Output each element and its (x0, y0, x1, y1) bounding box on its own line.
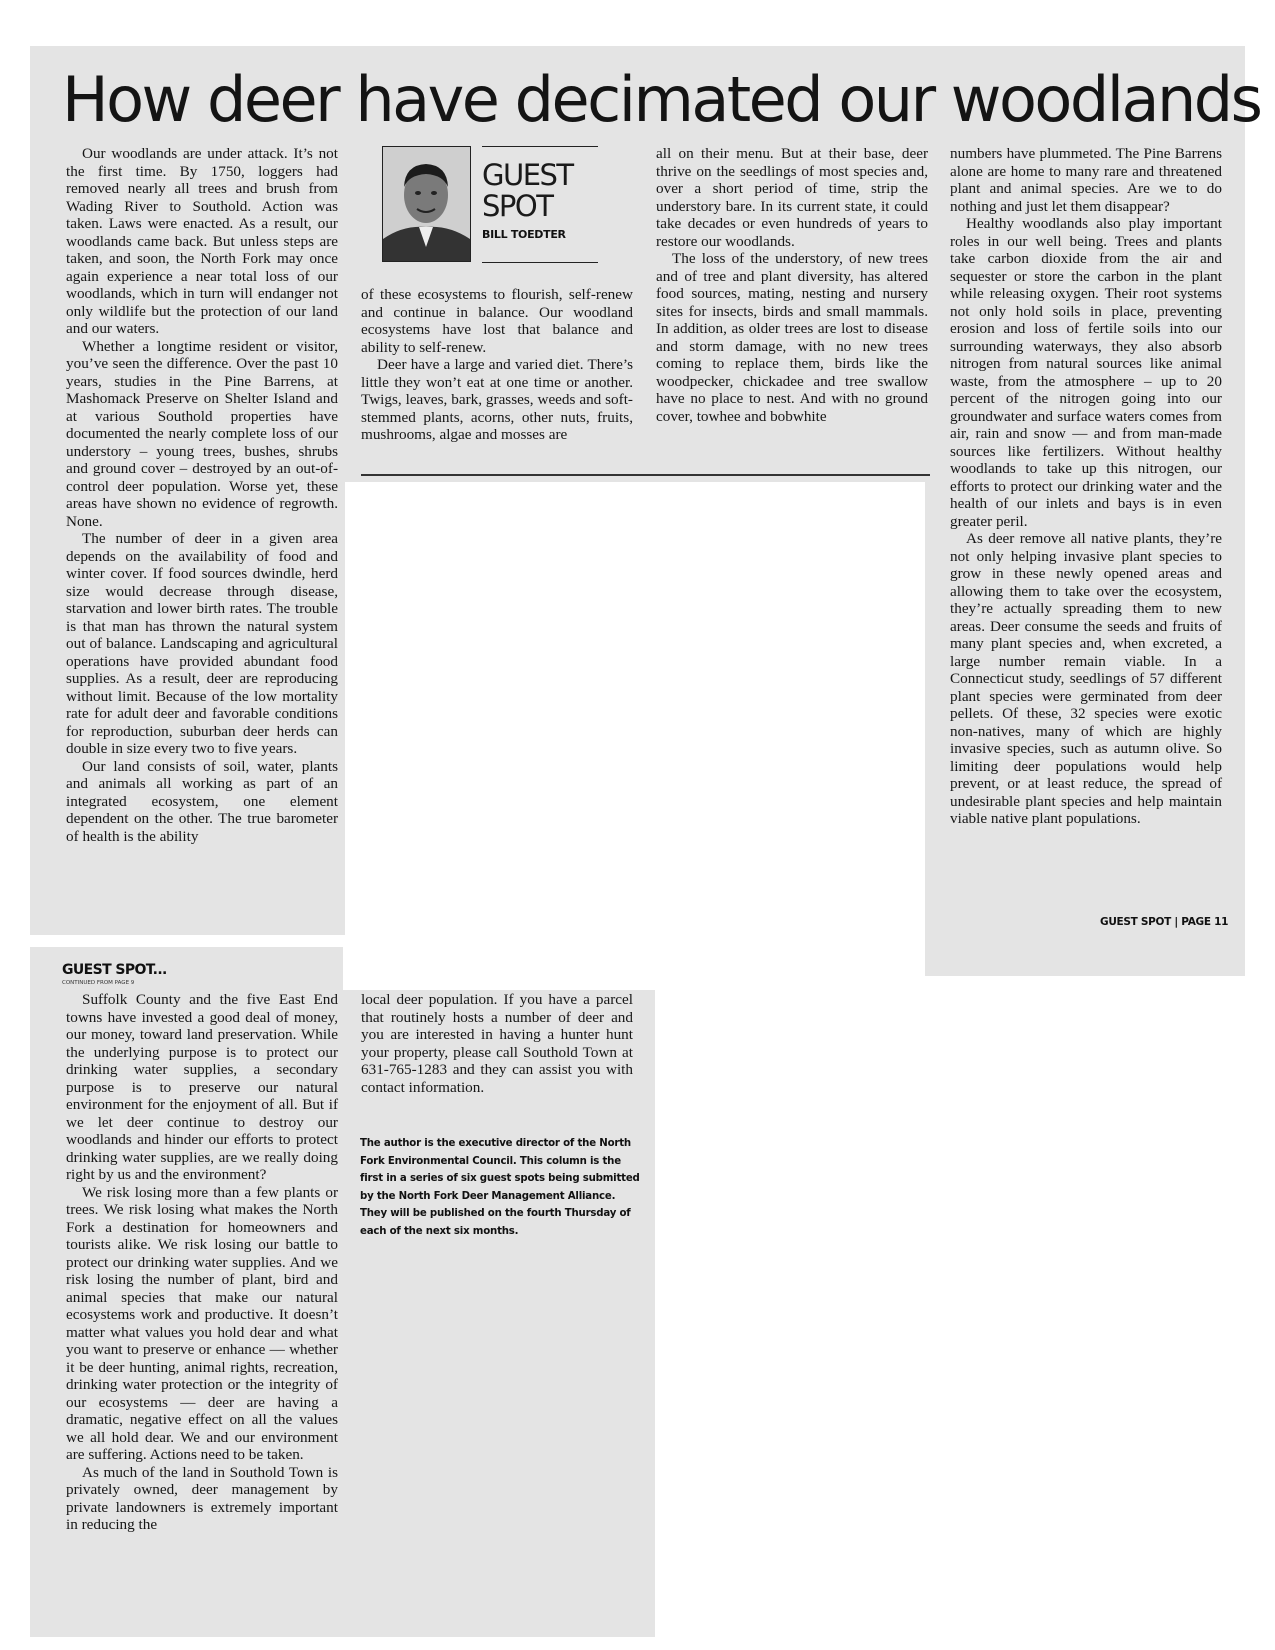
byline: BILL TOEDTER (482, 228, 566, 241)
paragraph: local deer population. If you have a parcel that routinely hosts a number of deer and you are interested in having a hunter hunt your property, please call Southold Town at 631-765-1283 and they can assist you with contact information. (361, 991, 633, 1096)
section-divider (361, 474, 930, 476)
author-note: The author is the executive director of the North Fork Environmental Council. This column is the first in a series of six guest spots being submitted by the North Fork Deer Management Alliance. They will be published on the fourth Thursday of each of the next six months. (360, 1138, 640, 1237)
continued-subheading: CONTINUED FROM PAGE 9 (62, 980, 135, 986)
paragraph: We risk losing more than a few plants or trees. We risk losing what makes the North Fork a destination for homeowners and tourists alike. We risk losing our battle to protect our drinking water supplies. And we risk losing the number of plant, bird and animal species that make our natural ecosystems work and productive. It doesn’t matter what values you hold dear and what you want to preserve or enhance — whether it be deer hunting, animal rights, recreation, drinking water protection or the integrity of our ecosystems — deer are having a dramatic, negative effect on all the values we all hold dear. We and our environment are suffering. Actions need to be taken. (66, 1183, 338, 1463)
continued-heading: GUEST SPOT... (62, 962, 167, 978)
guest-spot-rule-top (482, 146, 598, 147)
jump-line: GUEST SPOT | PAGE 11 (1100, 916, 1229, 928)
column-2 (361, 286, 633, 444)
paragraph: Whether a longtime resident or visitor, you’ve seen the difference. Over the past 10 years, studies in the Pine Barrens, at Mashomack Preserve on Shelter Island and at various Southold properties have documented the nearly complete loss of our understory – young trees, bushes, shrubs and ground cover – destroyed by an out-of-control deer population. Worse yet, these areas have shown no evidence of regrowth. None. (66, 337, 338, 530)
continued-column-2 (361, 991, 633, 1096)
author-photo (382, 146, 471, 262)
column-1 (66, 145, 338, 845)
paragraph: of these ecosystems to flourish, self-renew and continue in balance. Our woodland ecosystems have lost that balance and ability to self-renew. (361, 286, 633, 356)
paragraph: Healthy woodlands also play important roles in our well being. Trees and plants take carbon dioxide from the air and sequester or store the carbon in the plant while releasing oxygen. Their root systems not only hold soils in place, preventing erosion and loss of fertile soils into our surrounding waterways, they also absorb nitrogen from natural sources like animal waste, from the atmosphere – up to 20 percent of the nitrogen going into our groundwater and surface waters comes from air, rain and snow — and from man-made sources like fertilizers. Without healthy woodlands to take up this nitrogen, our efforts to protect our drinking water and the health of our inlets and bays is in even greater peril. (950, 215, 1222, 530)
paragraph: Our woodlands are under attack. It’s not the first time. By 1750, loggers had removed nearly all trees and brush from Wading River to Southold. Action was taken. Laws were enacted. As a result, our woodlands came back. But unless steps are taken, and soon, the North Fork may once again experience a near total loss of our woodlands, which in turn will endanger not only wildlife but the protection of our land and our waters. (66, 145, 338, 337)
paragraph: Suffolk County and the five East End towns have invested a good deal of money, our money, toward land preservation. While the underlying purpose is to protect our drinking water supplies, a secondary purpose is to preserve our natural environment for the enjoyment of all. But if we let deer continue to destroy our woodlands and hinder our efforts to protect drinking water supplies, are we really doing right by us and the environment? (66, 991, 338, 1183)
paragraph: all on their menu. But at their base, deer thrive on the seedlings of most species and, over a short period of time, strip the understory bare. In its current state, it could take decades or even hundreds of years to restore our woodlands. (656, 145, 928, 250)
guest-spot-label-line1: GUEST (482, 158, 573, 192)
paragraph: Our land consists of soil, water, plants and animals all working as part of an integrated ecosystem, one element dependent on the other. The true barometer of health is the ability (66, 757, 338, 845)
paragraph: The loss of the understory, of new trees and of tree and plant diversity, has altered food sources, mating, nesting and nursery sites for insects, birds and small mammals. In addition, as older trees are lost to disease and storm damage, with no new trees coming to replace them, birds like the woodpecker, chickadee and tree swallow have no place to nest. And with no ground cover, towhee and bobwhite (656, 250, 928, 425)
headline: How deer have decimated our woodlands (62, 63, 1261, 136)
paragraph: numbers have plummeted. The Pine Barrens alone are home to many rare and threatened plant and animal species. Are we to do nothing and just let them disappear? (950, 145, 1222, 215)
paragraph: The number of deer in a given area depends on the availability of food and winter cover. If food sources dwindle, herd size would decrease through disease, starvation and lower birth rates. The trouble is that man has thrown the natural system out of balance. Landscaping and agricultural operations have provided abundant food supplies. As a result, deer are reproducing without limit. Because of the low mortality rate for adult deer and favorable conditions for reproduction, suburban deer herds can double in size every two to five years. (66, 530, 338, 757)
paragraph: As much of the land in Southold Town is privately owned, deer management by private landowners is extremely important in reducing the (66, 1463, 338, 1533)
paragraph: Deer have a large and varied diet. There’s little they won’t eat at one time or another. Twigs, leaves, bark, grasses, weeds and soft-stemmed plants, acorns, other nuts, fruits, mushrooms, algae and mosses are (361, 356, 633, 443)
continued-column-1 (66, 991, 338, 1534)
guest-spot-label-line2: SPOT (482, 189, 553, 223)
guest-spot-rule-bottom (482, 262, 598, 263)
column-3 (656, 145, 928, 425)
blank-area (345, 482, 925, 982)
column-4 (950, 145, 1222, 828)
paragraph: As deer remove all native plants, they’re not only helping invasive plant species to grow in these newly opened areas and allowing them to take over the ecosystem, they’re actually spreading them to new areas. Deer consume the seeds and fruits of many plant species and, when excreted, a large number remain viable. In a Connecticut study, seedlings of 57 different plant species were germinated from deer pellets. Of these, 32 species were exotic non-natives, many of which are highly invasive species, such as autumn olive. So limiting deer populations would help prevent, or at least reduce, the spread of undesirable plant species and help maintain viable native plant populations. (950, 530, 1222, 827)
guest-spot-label (482, 160, 573, 222)
author-portrait-icon (383, 147, 470, 261)
